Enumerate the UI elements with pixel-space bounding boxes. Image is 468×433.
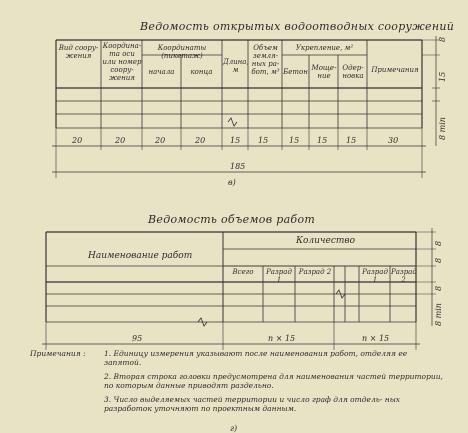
header-type: Вид соору-жения: [58, 44, 99, 60]
t2-right-dim-3: 8: [434, 285, 443, 291]
dim-2: 20: [115, 136, 126, 145]
dim-3: 20: [155, 136, 166, 145]
t2-right-dim-2: 8: [434, 257, 443, 263]
dim-name: 95: [132, 334, 143, 343]
table1-title: Ведомость открытых водоотводных сооружений: [140, 20, 455, 33]
table2-title: Ведомость объемов работ: [148, 213, 316, 226]
note-3: 3. Число выделяемых частей территории и число граф для отдель- ных разработок уточняют по проектным данным.: [104, 395, 401, 413]
dim-5: 15: [230, 136, 241, 145]
dim-6: 15: [258, 136, 269, 145]
header-notes: Примечания: [371, 66, 419, 74]
header-volume: Объем земля-ных ра-бот, м³: [251, 44, 280, 76]
header-turf: Одер-новка: [342, 64, 364, 80]
header-length: Длина, м: [223, 58, 249, 74]
right-dim-3: 8 min: [438, 117, 447, 140]
header-start: начала: [148, 68, 175, 76]
header-total: Всего: [232, 268, 254, 276]
caption-v: в): [228, 178, 236, 187]
note-1: 1. Единицу измерения указывают после наименования работ, отделяя ее запятой.: [104, 349, 408, 367]
header-razdel-2b: Разрад 2: [391, 268, 417, 284]
t2-right-dim-1: 8: [434, 240, 443, 246]
right-dim-1: 8: [438, 36, 447, 42]
caption-g: г): [230, 424, 238, 433]
header-concrete: Бетон: [283, 68, 308, 76]
dim-total: 185: [230, 162, 246, 171]
header-razdel-2: Разрад 2: [298, 268, 332, 276]
header-end: конца: [190, 68, 213, 76]
dim-7: 15: [289, 136, 300, 145]
header-name: Наименование работ: [88, 251, 193, 261]
header-axis: Координа-та оси или номер соору-жения: [102, 42, 142, 82]
dim-1: 20: [72, 136, 83, 145]
header-coordinates: Координаты (пикетаж): [157, 44, 207, 60]
dim-9: 15: [346, 136, 357, 145]
dim-10: 30: [388, 136, 399, 145]
header-quantity: Количество: [296, 236, 356, 246]
notes-label: Примечания :: [30, 349, 86, 358]
right-dim-2: 15: [438, 71, 447, 82]
header-razdel-1b: Разрад 1: [362, 268, 388, 284]
header-strengthening: Укрепление, м²: [295, 44, 354, 52]
t2-right-dim-4: 8 min: [434, 303, 443, 326]
note-2: 2. Вторая строка головки предусмотрена для наименования частей территории, по которым данные приводят раздельно.: [104, 372, 443, 390]
dim-cols-2: n × 15: [362, 334, 390, 343]
dim-8: 15: [317, 136, 328, 145]
header-razdel-1: Разрад 1: [266, 268, 292, 284]
header-paving: Моще-ние: [311, 64, 337, 80]
dim-cols-1: n × 15: [268, 334, 296, 343]
dim-4: 20: [195, 136, 206, 145]
